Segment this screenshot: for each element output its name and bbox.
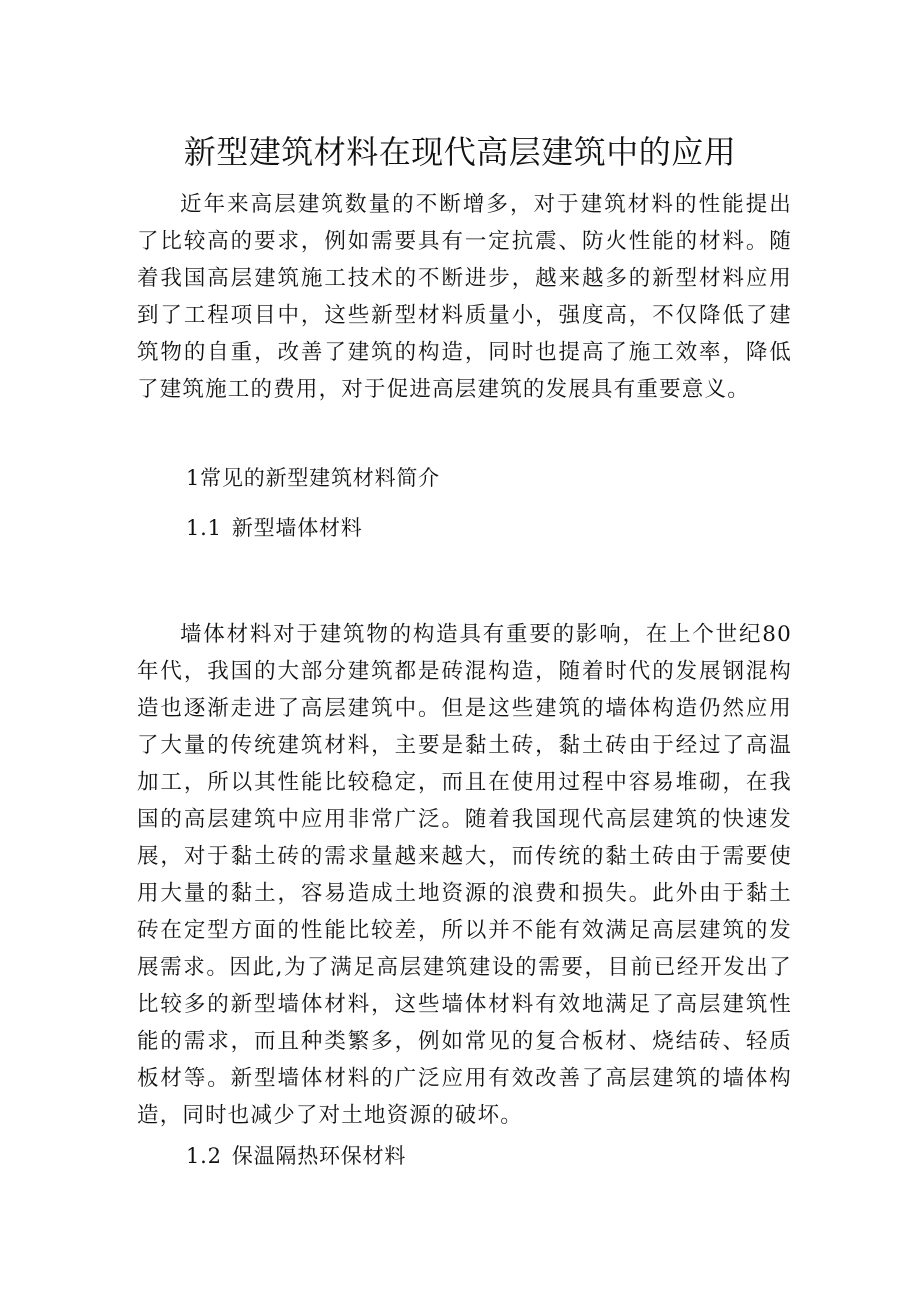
section-title: 常见的新型建筑材料简介 <box>200 466 440 490</box>
body-paragraph: 墙体材料对于建筑物的构造具有重要的影响，在上个世纪80年代，我国的大部分建筑都是砖混构造，随着时代的发展钢混构造也逐渐走进了高层建筑中。但是这些建筑的墙体构造仍然应用了大量的传统建筑材料，主要是黏土砖，黏土砖由于经过了高温加工，所以其性能比较稳定，而且在使用过程中容易堆砌，在我国的高层建筑中应用非常广泛。随着我国现代高层建筑的快速发展，对于黏土砖的需求量越来越大，而传统的黏土砖由于需要使用大量的黏土，容易造成土地资源的浪费和损失。此外由于黏土砖在定型方面的性能比较差，所以并不能有效满足高层建筑的发展需求。因此,为了满足高层建筑建设的需要，目前已经开发出了比较多的新型墙体材料，这些墙体材料有效地满足了高层建筑性能的需求，而且种类繁多，例如常见的复合板材、烧结砖、轻质板材等。新型墙体材料的广泛应用有效改善了高层建筑的墙体构造，同时也减少了对土地资源的破坏。 <box>137 622 792 1128</box>
intro-paragraph: 近年来高层建筑数量的不断增多，对于建筑材料的性能提出了比较高的要求，例如需要具有一定抗震、防火性能的材料。随着我国高层建筑施工技术的不断进步，越来越多的新型材料应用到了工程项目中，这些新型材料质量小，强度高，不仅降低了建筑物的自重，改善了建筑的构造，同时也提高了施工效率，降低了建筑施工的费用，对于促进高层建筑的发展具有重要意义。 <box>137 192 792 402</box>
subsection-heading-1-2 <box>186 1141 406 1171</box>
subsection-number: 1.1 <box>186 516 222 540</box>
section-number: 1 <box>186 466 201 490</box>
subsection-title: 保温隔热环保材料 <box>231 1144 407 1168</box>
subsection-title: 新型墙体材料 <box>231 516 363 540</box>
subsection-number: 1.2 <box>186 1144 222 1168</box>
document-title: 新型建筑材料在现代高层建筑中的应用 <box>183 133 737 171</box>
subsection-heading-1-1 <box>186 513 363 543</box>
section-heading-1 <box>186 463 440 493</box>
